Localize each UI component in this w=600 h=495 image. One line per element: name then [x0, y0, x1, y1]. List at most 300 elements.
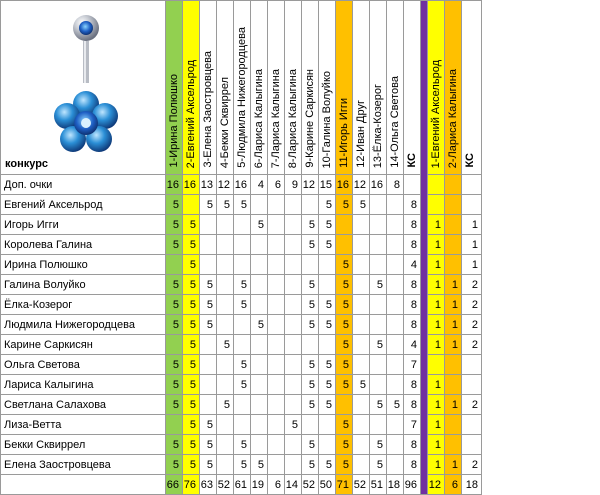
score-cell: [387, 295, 404, 315]
separator-column: [421, 1, 428, 495]
score-cell: [370, 235, 387, 255]
score-cell: 76: [183, 475, 200, 495]
column-header-label: 9-Карине Саркисян: [304, 69, 316, 168]
score-cell: 14: [285, 475, 302, 495]
column-header-label: 11-Игорь Игги: [338, 98, 350, 168]
column-header-label: 2-Евгений Аксельрод: [185, 59, 197, 168]
score-cell: 5: [166, 355, 183, 375]
score-cell: [217, 375, 234, 395]
score-cell: [319, 255, 336, 275]
score-cell: [319, 415, 336, 435]
table-row: [1, 355, 482, 375]
final-score-cell: [462, 415, 482, 435]
final-column-header: [428, 1, 445, 175]
score-cell: 5: [251, 315, 268, 335]
score-cell: [234, 315, 251, 335]
score-cell: 5: [285, 415, 302, 435]
table-row: [1, 435, 482, 455]
score-cell: [217, 275, 234, 295]
score-cell: [200, 235, 217, 255]
score-cell: [336, 395, 353, 415]
column-header: [285, 1, 302, 175]
row-label: Карине Саркисян: [1, 335, 166, 355]
score-cell: [251, 375, 268, 395]
score-cell: 5: [200, 455, 217, 475]
row-label: Лариса Калыгина: [1, 375, 166, 395]
final-score-cell: 1: [445, 315, 462, 335]
score-cell: 5: [370, 435, 387, 455]
row-label: Галина Волуйко: [1, 275, 166, 295]
column-header-label: 14-Ольга Светова: [389, 76, 401, 168]
score-cell: 5: [302, 395, 319, 415]
final-score-cell: [445, 355, 462, 375]
score-cell: [234, 415, 251, 435]
score-cell: 5: [336, 335, 353, 355]
score-cell: 5: [234, 435, 251, 455]
score-cell: 4: [251, 175, 268, 195]
final-score-cell: 2: [462, 315, 482, 335]
totals-row: [1, 475, 482, 495]
column-header: [387, 1, 404, 175]
column-header-label: 10-Галина Волуйко: [321, 70, 333, 168]
score-cell: 5: [336, 255, 353, 275]
row-label: Елена Заостровцева: [1, 455, 166, 475]
score-cell: 16: [166, 175, 183, 195]
score-cell: [268, 315, 285, 335]
row-label: Королева Галина: [1, 235, 166, 255]
final-score-cell: 1: [445, 295, 462, 315]
score-cell: 5: [183, 215, 200, 235]
score-cell: [285, 195, 302, 215]
score-cell: 5: [166, 215, 183, 235]
score-cell: [217, 355, 234, 375]
score-cell: 16: [336, 175, 353, 195]
column-header: [166, 1, 183, 175]
score-cell: 5: [319, 215, 336, 235]
score-cell: [251, 335, 268, 355]
score-cell: [285, 435, 302, 455]
score-cell: [353, 215, 370, 235]
final-score-cell: 1: [428, 335, 445, 355]
final-score-cell: 1: [428, 255, 445, 275]
score-cell: [387, 415, 404, 435]
score-cell: [251, 295, 268, 315]
score-cell: 5: [217, 395, 234, 415]
score-cell: [319, 435, 336, 455]
score-cell: 5: [166, 235, 183, 255]
score-cell: 5: [234, 295, 251, 315]
score-cell: [166, 335, 183, 355]
piercing-jewel-image: [48, 8, 126, 168]
final-score-cell: [462, 175, 482, 195]
table-row: [1, 275, 482, 295]
final-score-cell: 2: [462, 455, 482, 475]
score-cell: 5: [200, 315, 217, 335]
score-cell: [234, 255, 251, 275]
score-cell: 5: [183, 255, 200, 275]
score-cell: [370, 255, 387, 275]
score-cell: 5: [336, 375, 353, 395]
score-cell: 61: [234, 475, 251, 495]
final-column-header-label: КС: [464, 153, 476, 168]
final-score-cell: 12: [428, 475, 445, 495]
column-header-label: 6-Лариса Калыгина: [253, 68, 265, 168]
final-score-cell: 1: [445, 395, 462, 415]
score-cell: [268, 395, 285, 415]
score-cell: 71: [336, 475, 353, 495]
score-cell: [285, 335, 302, 355]
score-cell: 5: [302, 355, 319, 375]
column-header: [302, 1, 319, 175]
score-cell: 5: [166, 435, 183, 455]
score-cell: [200, 255, 217, 275]
score-cell: 13: [200, 175, 217, 195]
final-score-cell: 1: [445, 275, 462, 295]
table-row: [1, 235, 482, 255]
table-row: [1, 415, 482, 435]
column-header-label: 1-Ирина Полюшко: [168, 74, 180, 168]
final-score-cell: 1: [428, 215, 445, 235]
score-cell: [268, 255, 285, 275]
score-cell: [353, 435, 370, 455]
score-cell: 5: [336, 355, 353, 375]
score-cell: [370, 415, 387, 435]
score-cell: 5: [336, 275, 353, 295]
final-score-cell: 1: [428, 295, 445, 315]
score-cell: [353, 235, 370, 255]
score-cell: [251, 415, 268, 435]
column-header-label: КС: [406, 153, 418, 168]
score-cell: 51: [370, 475, 387, 495]
score-cell: 8: [404, 275, 421, 295]
score-cell: [319, 335, 336, 355]
score-cell: 5: [234, 375, 251, 395]
row-label: Ёлка-Козерог: [1, 295, 166, 315]
table-row: [1, 335, 482, 355]
score-cell: [370, 315, 387, 335]
score-cell: 8: [404, 195, 421, 215]
score-cell: [285, 355, 302, 375]
final-score-cell: 2: [462, 275, 482, 295]
score-cell: 5: [319, 235, 336, 255]
score-cell: [353, 355, 370, 375]
score-cell: 18: [387, 475, 404, 495]
score-cell: 5: [336, 455, 353, 475]
score-cell: [353, 335, 370, 355]
score-cell: [251, 275, 268, 295]
score-cell: 5: [302, 435, 319, 455]
row-label: Людмила Нижегородцева: [1, 315, 166, 335]
score-cell: [285, 295, 302, 315]
column-header: [353, 1, 370, 175]
score-cell: 52: [302, 475, 319, 495]
score-cell: [251, 435, 268, 455]
score-cell: [268, 375, 285, 395]
score-cell: 5: [302, 215, 319, 235]
score-cell: [285, 375, 302, 395]
score-cell: 5: [200, 415, 217, 435]
score-cell: 5: [319, 375, 336, 395]
final-score-cell: 1: [428, 435, 445, 455]
score-cell: 96: [404, 475, 421, 495]
final-score-cell: [428, 195, 445, 215]
score-cell: [251, 355, 268, 375]
score-cell: 52: [217, 475, 234, 495]
score-cell: 5: [234, 195, 251, 215]
row-label: Бекки Сквиррел: [1, 435, 166, 455]
score-cell: 5: [353, 195, 370, 215]
final-score-cell: 1: [428, 395, 445, 415]
score-cell: [268, 235, 285, 255]
score-cell: 12: [302, 175, 319, 195]
final-score-cell: 1: [445, 335, 462, 355]
score-cell: 5: [336, 435, 353, 455]
score-cell: [353, 295, 370, 315]
final-score-cell: [462, 355, 482, 375]
table-row: [1, 375, 482, 395]
score-cell: 5: [319, 355, 336, 375]
score-cell: [200, 375, 217, 395]
score-cell: [302, 195, 319, 215]
table-row: [1, 395, 482, 415]
score-cell: 16: [234, 175, 251, 195]
score-cell: 8: [404, 235, 421, 255]
row-label: Игорь Игги: [1, 215, 166, 235]
final-score-cell: [445, 195, 462, 215]
final-score-cell: 2: [462, 295, 482, 315]
score-cell: 5: [387, 395, 404, 415]
score-cell: 5: [302, 275, 319, 295]
score-cell: 8: [404, 315, 421, 335]
score-cell: [370, 215, 387, 235]
score-cell: 7: [404, 355, 421, 375]
final-score-cell: 1: [462, 235, 482, 255]
score-cell: 5: [370, 455, 387, 475]
score-cell: 5: [353, 375, 370, 395]
final-score-cell: [445, 375, 462, 395]
score-cell: [268, 295, 285, 315]
score-cell: 16: [370, 175, 387, 195]
score-cell: [268, 415, 285, 435]
score-cell: 5: [336, 315, 353, 335]
score-cell: [353, 415, 370, 435]
score-cell: 5: [319, 455, 336, 475]
score-cell: [200, 335, 217, 355]
score-cell: 5: [200, 275, 217, 295]
score-cell: 7: [404, 415, 421, 435]
score-cell: [251, 255, 268, 275]
final-score-cell: 1: [428, 375, 445, 395]
final-score-cell: 1: [462, 255, 482, 275]
score-cell: 12: [353, 175, 370, 195]
score-cell: 5: [302, 375, 319, 395]
score-cell: 6: [268, 175, 285, 195]
column-header: [217, 1, 234, 175]
final-score-cell: [445, 175, 462, 195]
score-cell: 5: [251, 455, 268, 475]
score-cell: 52: [353, 475, 370, 495]
score-cell: 5: [319, 195, 336, 215]
score-cell: 5: [336, 295, 353, 315]
score-cell: [319, 275, 336, 295]
column-header: [183, 1, 200, 175]
score-cell: 5: [200, 195, 217, 215]
score-cell: 8: [404, 295, 421, 315]
score-cell: 50: [319, 475, 336, 495]
final-score-cell: [428, 355, 445, 375]
score-cell: 8: [404, 395, 421, 415]
final-score-cell: 1: [428, 275, 445, 295]
score-cell: 5: [370, 335, 387, 355]
score-cell: [353, 395, 370, 415]
score-cell: [268, 355, 285, 375]
table-row: [1, 195, 482, 215]
final-score-cell: [445, 255, 462, 275]
score-cell: 5: [183, 315, 200, 335]
score-cell: [285, 275, 302, 295]
column-header: [336, 1, 353, 175]
final-score-cell: [445, 215, 462, 235]
final-column-header-label: 1-Евгений Аксельрод: [430, 59, 442, 168]
score-cell: 5: [183, 335, 200, 355]
column-header: [234, 1, 251, 175]
score-cell: [166, 255, 183, 275]
table-row: [1, 255, 482, 275]
final-score-cell: 1: [428, 415, 445, 435]
score-cell: [234, 335, 251, 355]
score-cell: 5: [370, 275, 387, 295]
score-cell: [183, 195, 200, 215]
score-cell: 8: [404, 375, 421, 395]
row-label: Светлана Салахова: [1, 395, 166, 415]
column-header-label: 4-Бекки Сквиррел: [219, 76, 231, 168]
row-label: [1, 475, 166, 495]
score-cell: [200, 395, 217, 415]
score-cell: 66: [166, 475, 183, 495]
score-cell: [387, 215, 404, 235]
score-cell: [387, 315, 404, 335]
score-cell: 8: [404, 435, 421, 455]
score-cell: 5: [183, 355, 200, 375]
column-header: [268, 1, 285, 175]
final-score-cell: 6: [445, 475, 462, 495]
score-cell: 15: [319, 175, 336, 195]
score-cell: 5: [166, 295, 183, 315]
contest-title: конкурс: [5, 158, 49, 170]
final-score-cell: [445, 235, 462, 255]
score-cell: [336, 215, 353, 235]
score-cell: [285, 395, 302, 415]
final-score-cell: 1: [445, 455, 462, 475]
score-cell: 5: [302, 315, 319, 335]
score-cell: [387, 235, 404, 255]
score-cell: [217, 215, 234, 235]
final-score-cell: [462, 435, 482, 455]
column-header-label: 8-Лариса Калыгина: [287, 68, 299, 168]
score-cell: [387, 255, 404, 275]
score-cell: 8: [404, 455, 421, 475]
score-cell: 63: [200, 475, 217, 495]
score-cell: [200, 215, 217, 235]
score-cell: [370, 195, 387, 215]
score-cell: [336, 235, 353, 255]
score-cell: 5: [166, 395, 183, 415]
row-label: Евгений Аксельрод: [1, 195, 166, 215]
score-cell: [370, 355, 387, 375]
score-cell: [302, 335, 319, 355]
score-cell: [251, 195, 268, 215]
column-header: [319, 1, 336, 175]
score-cell: 4: [404, 255, 421, 275]
row-label: Ирина Полюшко: [1, 255, 166, 275]
column-header: [200, 1, 217, 175]
score-cell: [217, 315, 234, 335]
score-cell: 16: [183, 175, 200, 195]
score-cell: [404, 175, 421, 195]
score-cell: [285, 235, 302, 255]
score-cell: 5: [183, 435, 200, 455]
score-cell: [200, 355, 217, 375]
row-label: Лиза-Ветта: [1, 415, 166, 435]
score-cell: 5: [302, 455, 319, 475]
score-cell: [387, 435, 404, 455]
column-header-label: 12-Иван Друг: [355, 100, 367, 168]
column-header-label: 3-Елена Заостровцева: [202, 51, 214, 168]
column-header: [404, 1, 421, 175]
score-cell: [217, 235, 234, 255]
final-score-cell: 2: [462, 335, 482, 355]
score-cell: [234, 235, 251, 255]
score-cell: 5: [336, 195, 353, 215]
score-cell: [302, 255, 319, 275]
score-cell: 5: [183, 275, 200, 295]
final-score-cell: [445, 415, 462, 435]
score-cell: [268, 435, 285, 455]
score-cell: [268, 215, 285, 235]
column-header-label: 13-Ёлка-Козерог: [372, 83, 384, 168]
final-score-cell: 1: [428, 455, 445, 475]
column-header-label: 7-Лариса Калыгина: [270, 68, 282, 168]
score-cell: [251, 235, 268, 255]
score-cell: [268, 275, 285, 295]
score-cell: [387, 335, 404, 355]
score-cell: 5: [183, 395, 200, 415]
score-cell: [285, 215, 302, 235]
final-score-cell: [428, 175, 445, 195]
score-cell: [234, 215, 251, 235]
score-cell: [251, 395, 268, 415]
final-score-cell: 1: [462, 215, 482, 235]
score-cell: 5: [302, 235, 319, 255]
column-header-label: 5-Людмила Нижегородцева: [236, 27, 248, 168]
final-column-header: [445, 1, 462, 175]
score-cell: 5: [336, 415, 353, 435]
score-cell: 5: [319, 315, 336, 335]
score-cell: [353, 315, 370, 335]
final-score-cell: 18: [462, 475, 482, 495]
score-cell: 5: [251, 215, 268, 235]
row-label: Ольга Светова: [1, 355, 166, 375]
column-header: [251, 1, 268, 175]
final-score-cell: [462, 195, 482, 215]
score-cell: 5: [183, 235, 200, 255]
score-cell: 6: [268, 475, 285, 495]
score-cell: [370, 375, 387, 395]
final-score-cell: [462, 375, 482, 395]
bonus-row: [1, 175, 482, 195]
score-cell: 5: [319, 395, 336, 415]
score-cell: [387, 195, 404, 215]
